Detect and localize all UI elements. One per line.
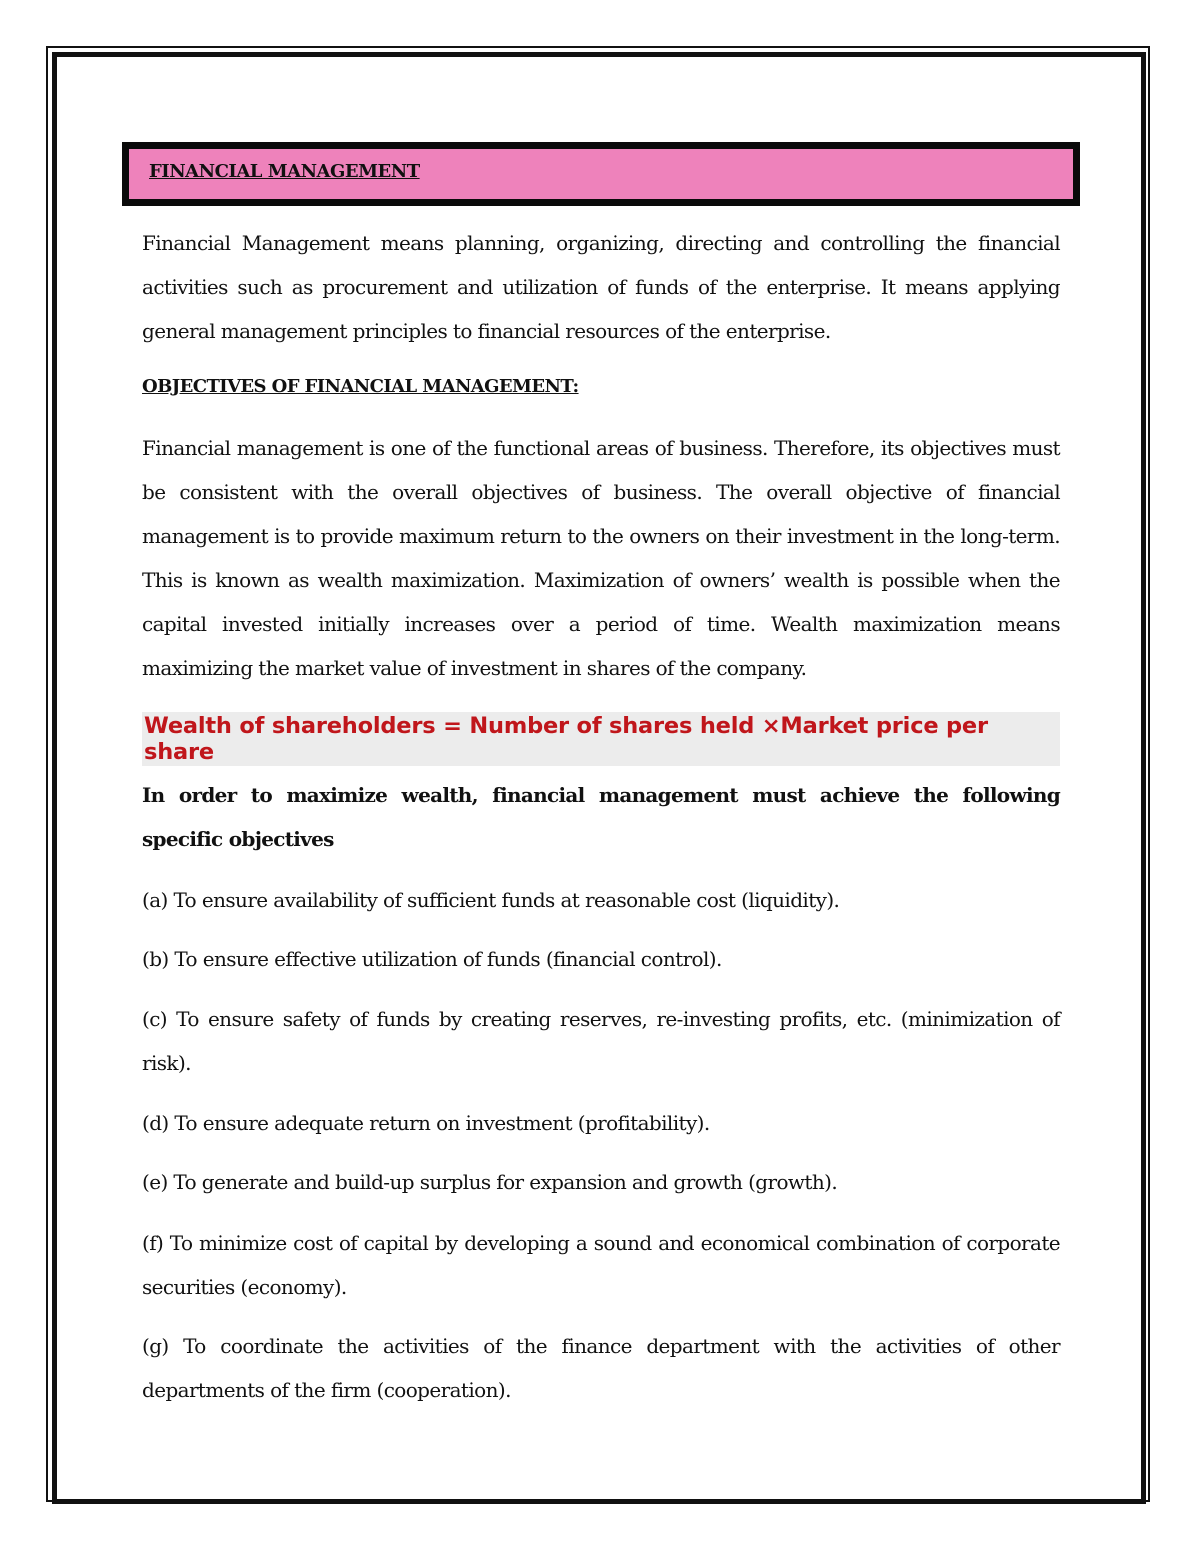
objective-item-b: (b) To ensure effective utilization of funds (financial control). bbox=[142, 947, 722, 971]
title-banner bbox=[122, 142, 1080, 206]
objective-item-a: (a) To ensure availability of sufficient funds at reasonable cost (liquidity). bbox=[142, 888, 840, 912]
document-title: FINANCIAL MANAGEMENT bbox=[149, 161, 420, 182]
objectives-paragraph: Financial management is one of the functional areas of business. Therefore, its objectives must be consistent with the overall objectives of business. The overall objective of financial management is to provide maximum return to the owners on their investment in the long-term. This is known as wealth maximization. Maximization of owners’ wealth is possible when the capital invested initially increases over a period of time. Wealth maximization means maximizing the market value of investment in shares of the company. bbox=[142, 436, 1060, 680]
objective-item-f: (f) To minimize cost of capital by developing a sound and economical combination of corporate securities (economy). bbox=[142, 1231, 1060, 1299]
intro-paragraph: Financial Management means planning, organizing, directing and controlling the financial activities such as procurement and utilization of funds of the enterprise. It means applying general management principles to financial resources of the enterprise. bbox=[142, 231, 1060, 343]
specific-objectives-intro: In order to maximize wealth, financial management must achieve the following specific objectives bbox=[142, 783, 1060, 851]
objective-item-g: (g) To coordinate the activities of the finance department with the activities of other departments of the firm (cooperation). bbox=[142, 1334, 1060, 1402]
objective-item-c: (c) To ensure safety of funds by creating reserves, re-investing profits, etc. (minimization of risk). bbox=[142, 1007, 1060, 1075]
objective-item-d: (d) To ensure adequate return on investment (profitability). bbox=[142, 1111, 710, 1135]
wealth-formula: Wealth of shareholders = Number of shares held ×Market price per share bbox=[142, 712, 1060, 766]
objective-item-e: (e) To generate and build-up surplus for expansion and growth (growth). bbox=[142, 1170, 838, 1194]
objectives-heading: OBJECTIVES OF FINANCIAL MANAGEMENT: bbox=[142, 376, 579, 397]
